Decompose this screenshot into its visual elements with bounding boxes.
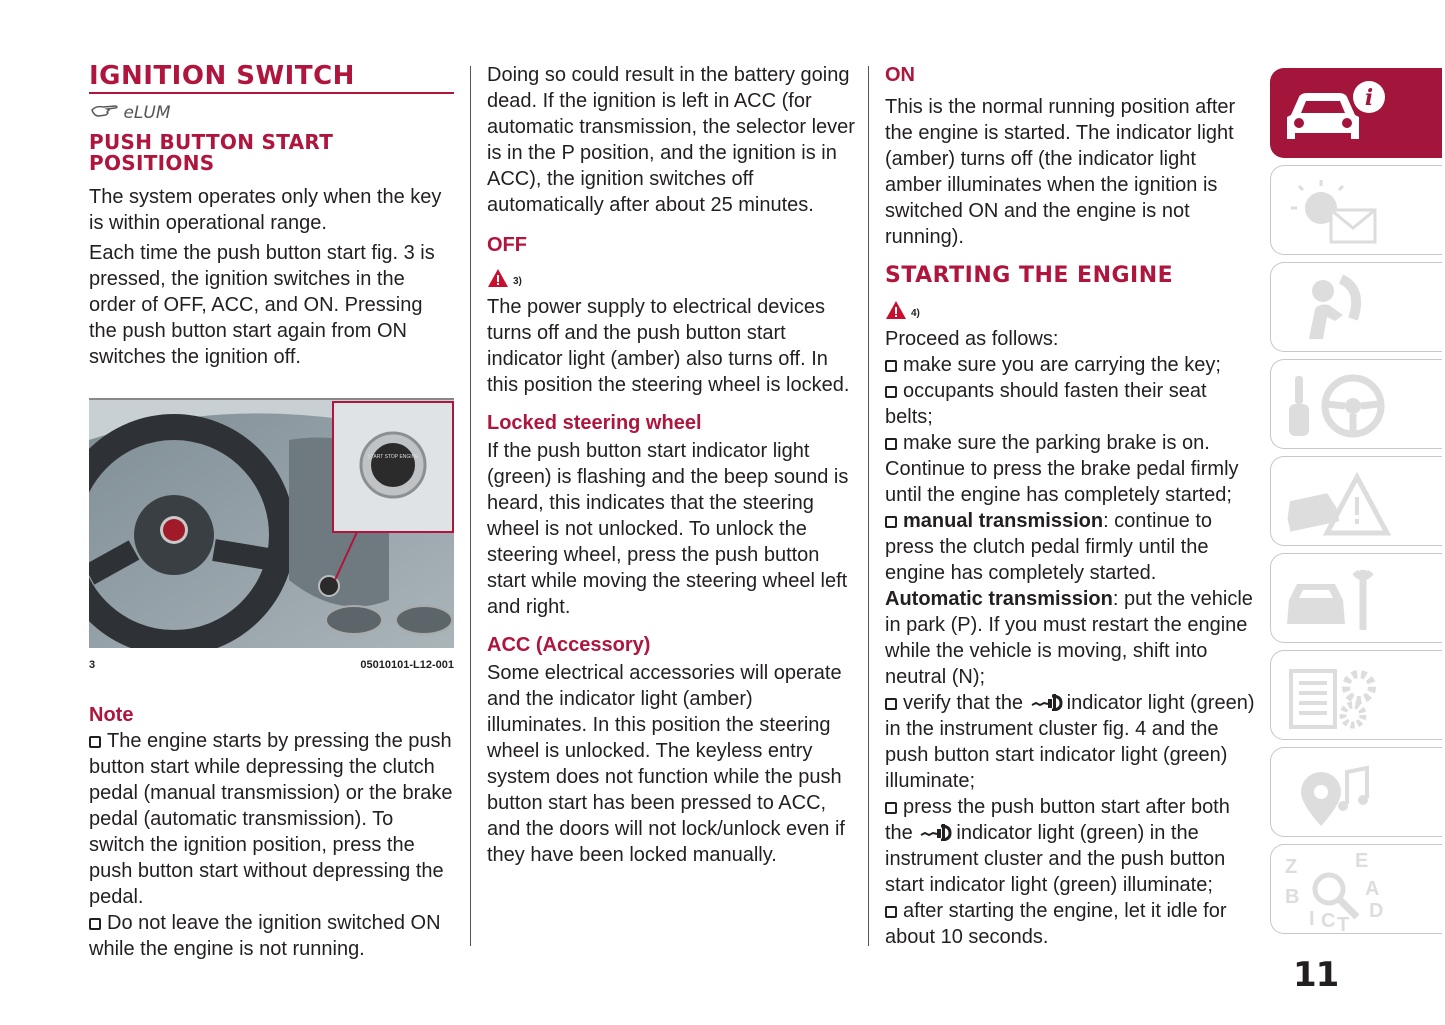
figure-caption [89,656,454,674]
warning-icon [487,268,509,288]
paragraph: Each time the push button start fig. 3 is pressed, the ignition switches in the order of OFF, ACC, and ON. Pressing the push button start again from ON switches the ignition off. [89,242,435,368]
tab-dashboard[interactable] [1270,165,1442,255]
svg-text:i: i [1364,85,1374,111]
bullet-icon [885,386,897,398]
bullet-icon [885,802,897,814]
paragraph: Some electrical accessories will operate and the indicator light (amber) illuminates. In this position the steering wheel is unlocked. The keyless entry system does not function while the push button start has been pressed to ACC, and the doors will not lock/unlock even if they have been locked manually. [487,662,845,866]
list-item: after starting the engine, let it idle for about 10 seconds. [885,900,1227,948]
safety-airbag-icon [1281,269,1391,349]
index-letter: T [1337,914,1350,931]
column-divider [470,66,471,946]
warning-ref: 4) [885,296,1257,320]
note-item: The engine starts by pressing the push button start while depressing the clutch pedal (manual transmission) or the brake pedal (automatic transmission). To switch the ignition position, press the push button start without depressing the pedal. [89,730,453,908]
bullet-icon [885,906,897,918]
tab-multimedia[interactable] [1270,747,1442,837]
note-item: Do not leave the ignition switched ON while the engine is not running. [89,912,441,960]
tab-starting-driving[interactable] [1270,359,1442,449]
locked-title: Locked steering wheel [487,412,702,434]
figure-push-button-start [89,398,454,648]
button-label: START STOP ENGINE [367,454,419,460]
column-divider [868,66,869,946]
index-letter: B [1285,886,1300,908]
section-title: IGNITION SWITCH [89,62,454,94]
paragraph: Doing so could result in the battery going dead. If the ignition is left in ACC (for automatic transmission, the selector lever is in the P position, and the ignition is in ACC), the ignition switches off automatically after about 25 minutes. [487,64,855,216]
index-letter: I [1309,908,1315,930]
list-item: occupants should fasten their seat belts; [885,380,1207,428]
paragraph: The power supply to electrical devices turns off and the push button start indicator light (amber) also turns off. In this position the steering wheel is locked. [487,296,850,396]
tab-safety[interactable] [1270,262,1442,352]
index-letter: E [1355,851,1369,872]
hand-pointer-icon [91,98,119,118]
paragraph: This is the normal running position after the engine is started. The indicator light (amber) turns off (the indicator light amber illuminates when the ignition is switched ON and the engine is not running). [885,96,1236,248]
subsection-title: PUSH BUTTON START POSITIONS [89,130,334,175]
paragraph: Proceed as follows: [885,328,1059,350]
column-2 [487,62,855,868]
index-letter: Z [1285,856,1298,878]
bullet-icon [89,918,101,930]
index-icon [1281,851,1391,931]
page-number: 11 [1293,955,1339,995]
figure-number: 3 [89,659,96,671]
warning-ref: 3) [487,264,855,288]
dashboard-lights-icon [1281,172,1391,252]
immobilizer-key-icon [920,823,954,841]
bullet-icon [89,736,101,748]
bullet-icon [885,438,897,450]
note-title: Note [89,704,134,726]
column-1 [89,62,454,962]
tab-emergency[interactable] [1270,456,1442,546]
car-info-icon [1281,75,1391,155]
index-letter: D [1369,900,1384,922]
technical-data-icon [1281,657,1391,737]
tab-car-info[interactable] [1270,68,1442,158]
list-item: verify that the indicator light (green) in the instrument cluster fig. 4 and the push button start indicator light (green) illuminate; [885,692,1255,792]
key-steering-icon [1281,366,1391,446]
tab-index[interactable] [1270,844,1442,934]
off-title: OFF [487,234,527,256]
section-title: STARTING THE ENGINE [885,263,1174,288]
paragraph: Automatic transmission: put the vehicle in park (P). If you must restart the engine while the vehicle is moving, shift into neutral (N); [885,588,1253,688]
figure-code: 05010101-L12-001 [360,659,454,671]
bullet-icon [885,360,897,372]
elum-tag [91,98,454,122]
index-letter: A [1365,878,1380,900]
bullet-icon [885,698,897,710]
list-item: manual transmission: continue to press the clutch pedal firmly until the engine has completely started. [885,510,1213,584]
paragraph: The system operates only when the key is within operational range. [89,186,442,234]
elum-label: eLUM [123,103,171,123]
list-item: press the push button start after both the indicator light (green) in the instrument cluster and the push button start indicator light (green) illuminate; [885,796,1230,896]
list-item: make sure you are carrying the key; [885,352,1257,378]
immobilizer-key-icon [1031,693,1065,711]
column-3 [885,62,1257,950]
tab-maintenance[interactable] [1270,553,1442,643]
acc-title: ACC (Accessory) [487,634,651,656]
bullet-icon [885,516,897,528]
warning-icon [885,300,907,320]
on-title: ON [885,64,915,86]
index-letter: C [1321,910,1336,931]
paragraph: If the push button start indicator light (green) is flashing and the beep sound is heard, this indicates that the steering wheel is not unlocked. To unlock the steering wheel, press the push button start while moving the steering wheel left and right. [487,440,849,618]
dashboard-illustration [89,400,454,648]
tab-technical-data[interactable] [1270,650,1442,740]
multimedia-icon [1281,754,1391,834]
maintenance-icon [1281,560,1391,640]
emergency-icon [1281,463,1391,543]
list-item: make sure the parking brake is on. Continue to press the brake pedal firmly until the engine has completely started; [885,432,1239,506]
